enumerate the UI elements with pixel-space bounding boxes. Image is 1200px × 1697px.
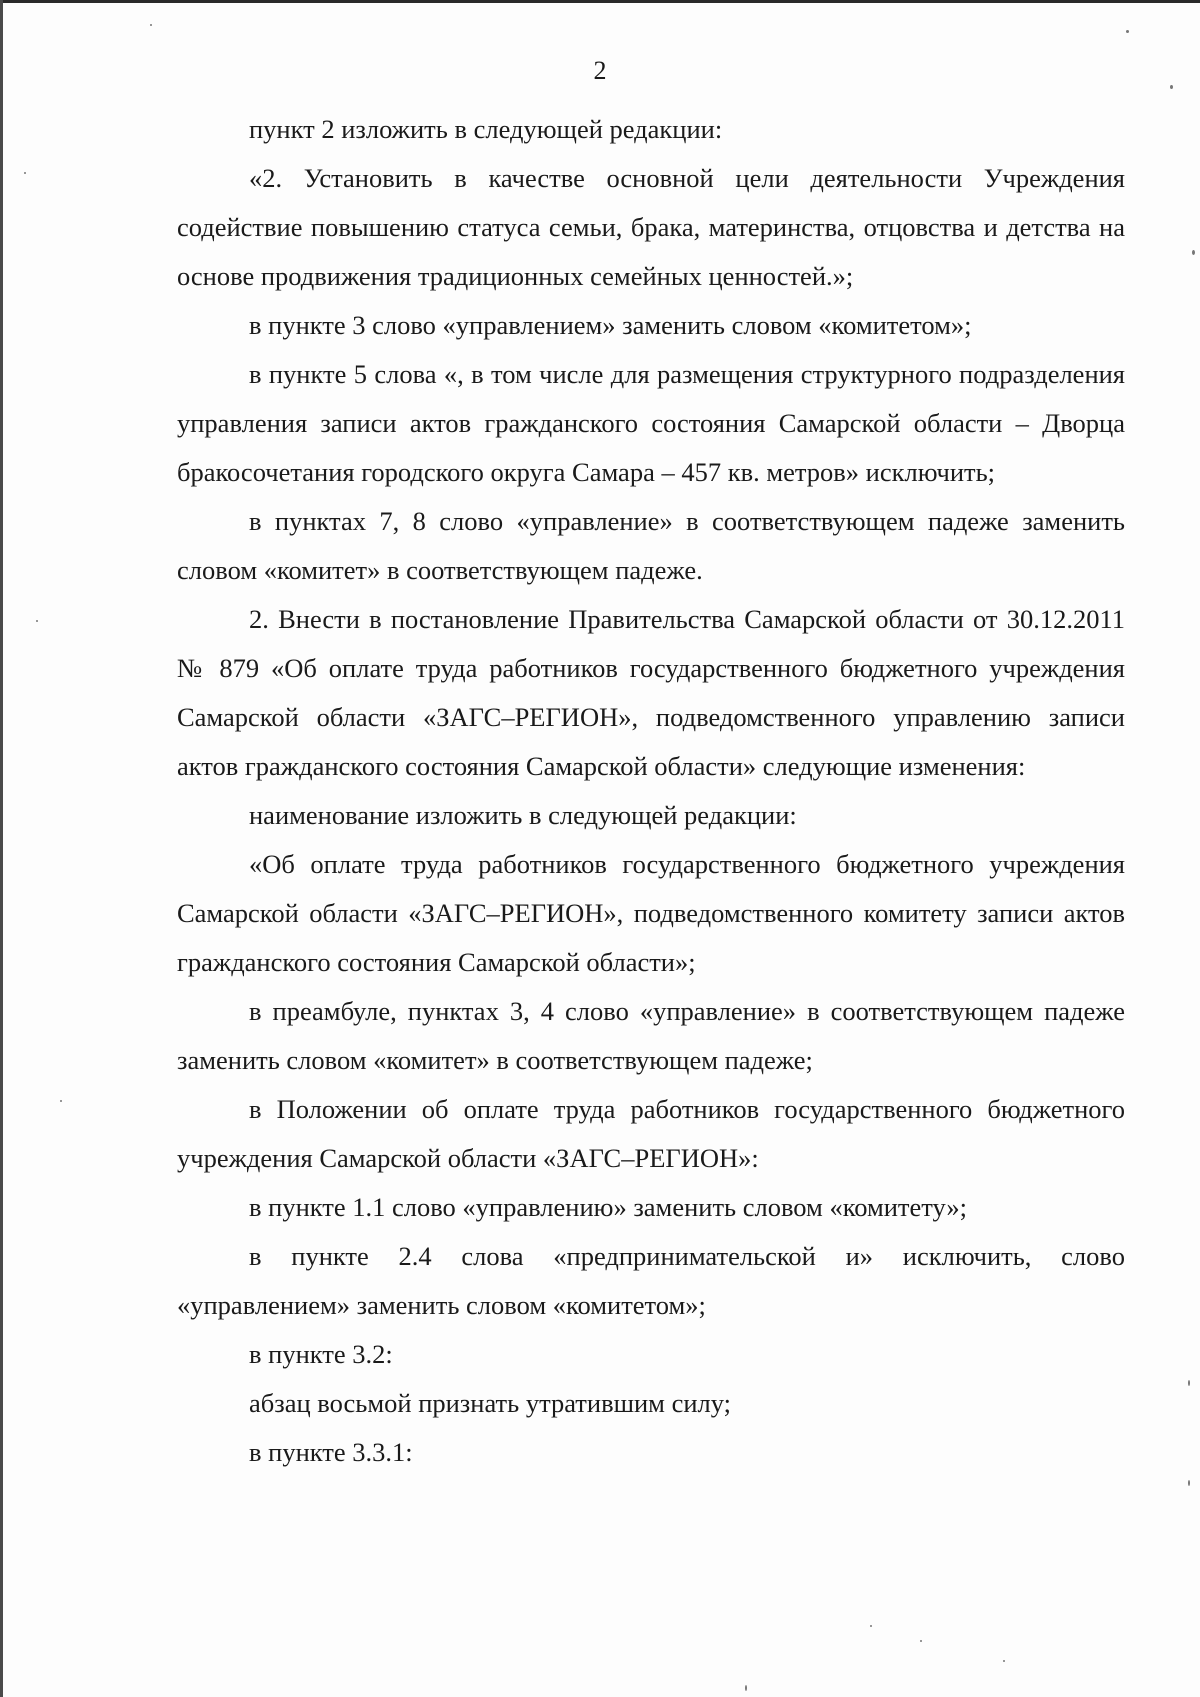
scan-speck [150, 24, 152, 26]
scan-speck [36, 620, 38, 622]
scan-speck [1188, 1380, 1190, 1386]
scan-speck [1192, 250, 1195, 255]
scan-edge-left [0, 0, 3, 1697]
scan-speck [60, 1100, 62, 1102]
paragraph-2: «2. Установить в качестве основной цели деятельности Учреждения содействие повышению статуса семьи, брака, материнства, отцовства и детства на основе продвижения традиционных семейных ценностей.»; [177, 163, 1125, 291]
scan-speck [920, 1640, 922, 1642]
scan-speck [1188, 1480, 1190, 1486]
paragraph-9: в преамбуле, пунктах 3, 4 слово «управление» в соответствующем падеже заменить словом «комитет» в соответствующем падеже; [177, 996, 1125, 1075]
paragraph-14: абзац восьмой признать утратившим силу; [249, 1388, 731, 1418]
scan-edge-top [0, 0, 1200, 3]
paragraph-4: в пункте 5 слова «, в том числе для размещения структурного подразделения управления записи актов гражданского состояния Самарской области – Дворца бракосочетания городского округа Самара – 457 кв. метров» исключить; [177, 359, 1125, 487]
paragraph-7: наименование изложить в следующей редакции: [249, 800, 797, 830]
paragraph-6: 2. Внести в постановление Правительства Самарской области от 30.12.2011 № 879 «Об оплате труда работников государственного бюджетного учреждения Самарской области «ЗАГС–РЕГИОН», подведомственного управлению записи актов гражданского состояния Самарской области» следующие изменения: [177, 604, 1125, 781]
scan-speck [24, 172, 26, 174]
scan-speck [745, 1685, 747, 1691]
paragraph-3: в пункте 3 слово «управлением» заменить словом «комитетом»; [249, 310, 972, 340]
paragraph-12: в пункте 2.4 слова «предпринимательской и» исключить, слово «управлением» заменить словом «комитетом»; [177, 1241, 1125, 1320]
scan-speck [1170, 85, 1173, 89]
paragraph-10: в Положении об оплате труда работников государственного бюджетного учреждения Самарской области «ЗАГС–РЕГИОН»: [177, 1094, 1125, 1173]
scan-speck [870, 1625, 872, 1627]
paragraph-5: в пунктах 7, 8 слово «управление» в соответствующем падеже заменить словом «комитет» в соответствующем падеже. [177, 506, 1125, 585]
document-body [177, 105, 1125, 1477]
paragraph-11: в пункте 1.1 слово «управлению» заменить словом «комитету»; [249, 1192, 968, 1222]
paragraph-1: пункт 2 изложить в следующей редакции: [249, 114, 723, 144]
scan-speck [1126, 30, 1129, 33]
scan-speck [1003, 1660, 1005, 1662]
page-number: 2 [593, 56, 607, 85]
paragraph-13: в пункте 3.2: [249, 1339, 393, 1369]
paragraph-8: «Об оплате труда работников государственного бюджетного учреждения Самарской области «ЗАГС–РЕГИОН», подведомственного комитету записи актов гражданского состояния Самарской области»; [177, 849, 1125, 977]
paragraph-15: в пункте 3.3.1: [249, 1437, 413, 1467]
